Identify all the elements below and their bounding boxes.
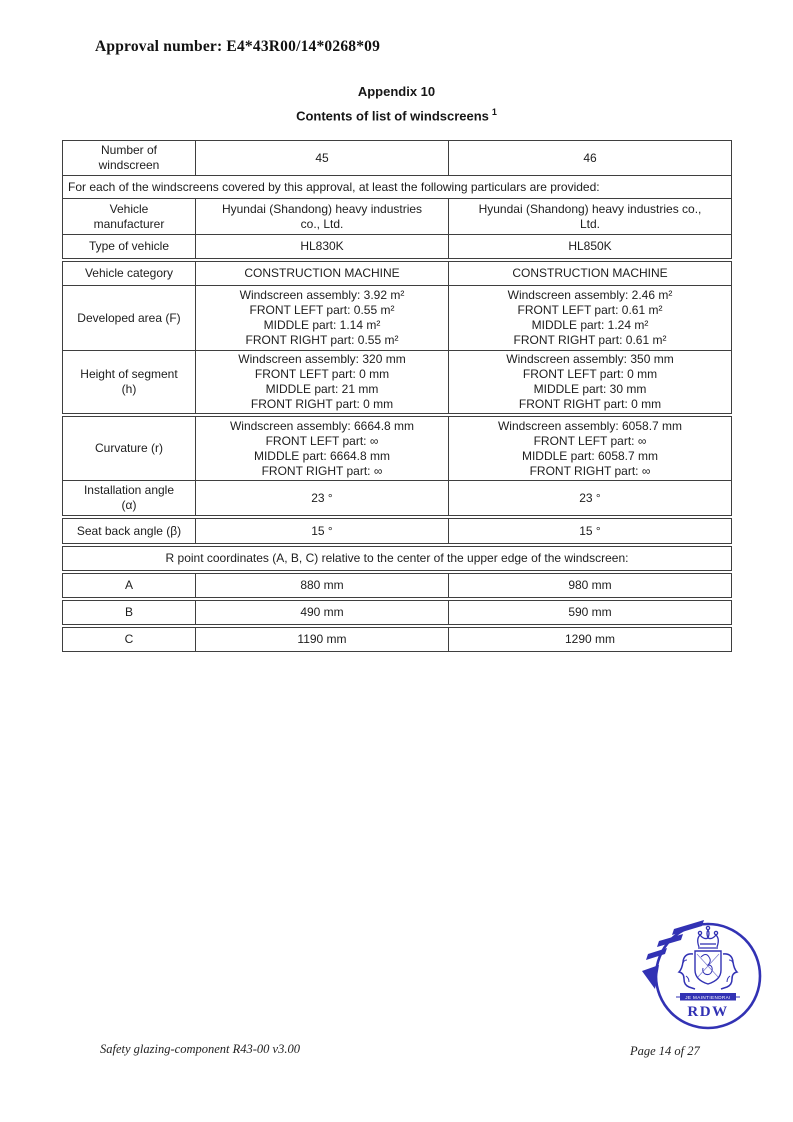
curvature-46-cell — [449, 417, 732, 481]
row-vehicle-category — [63, 262, 732, 286]
developed-area-45-cell — [196, 286, 449, 351]
page-title-text: Contents of list of windscreens — [296, 108, 489, 124]
value-line: FRONT LEFT part: 0 mm — [254, 367, 390, 381]
coord-b-45-cell: 490 mm — [196, 601, 449, 625]
coord-c-label: C — [63, 628, 196, 652]
developed-area-label: Developed area (F) — [63, 286, 196, 351]
table-section-seat-back — [62, 518, 732, 544]
label-line: Vehicle — [109, 201, 149, 216]
seat-back-angle-46-cell: 15 ° — [449, 519, 732, 544]
value-line: MIDDLE part: 1.14 m² — [263, 318, 381, 332]
category-45-cell: CONSTRUCTION MACHINE — [196, 262, 449, 286]
value-line: Windscreen assembly: 320 mm — [238, 352, 406, 366]
table-section-coord-b — [62, 600, 732, 625]
number-of-windscreen-label — [63, 141, 196, 176]
vehicle-category-label: Vehicle category — [63, 262, 196, 286]
value-line: MIDDLE part: 30 mm — [533, 382, 647, 396]
installation-angle-45-cell: 23 ° — [196, 481, 449, 516]
value-line: FRONT LEFT part: ∞ — [265, 433, 379, 448]
windscreen-45-header: 45 — [196, 141, 449, 176]
table-section-geometry — [62, 261, 732, 414]
coord-c-46-cell: 1290 mm — [449, 628, 732, 652]
value-line: FRONT LEFT part: 0.55 m² — [249, 303, 395, 317]
label-line: manufacturer — [93, 216, 165, 231]
row-installation-angle — [63, 481, 732, 516]
row-coord-a — [63, 574, 732, 598]
curvature-label: Curvature (r) — [63, 417, 196, 481]
value-line: Windscreen assembly: 2.46 m² — [507, 288, 673, 302]
type-of-vehicle-label: Type of vehicle — [63, 235, 196, 259]
page-number: Page 14 of 27 — [630, 1044, 700, 1058]
curvature-45-cell — [196, 417, 449, 481]
row-height-of-segment — [63, 351, 732, 414]
document-reference: Safety glazing-component R43-00 v3.00 — [100, 1042, 300, 1056]
appendix-heading: Appendix 10 — [357, 84, 436, 99]
row-intro-note — [63, 176, 732, 199]
value-line: Windscreen assembly: 350 mm — [506, 352, 674, 366]
row-coord-b — [63, 601, 732, 625]
type-45-cell: HL830K — [196, 235, 449, 259]
value-line: FRONT RIGHT part: 0 mm — [518, 397, 662, 411]
approval-number: Approval number: E4*43R00/14*0268*09 — [95, 38, 381, 55]
coord-a-46-cell: 980 mm — [449, 574, 732, 598]
table-section-rpoint-note — [62, 546, 732, 571]
label-line: Installation angle — [83, 483, 175, 497]
page-title — [0, 107, 793, 123]
coord-b-label: B — [63, 601, 196, 625]
row-type-of-vehicle — [63, 235, 732, 259]
label-line: windscreen — [98, 158, 160, 172]
value-line: FRONT RIGHT part: ∞ — [529, 463, 651, 478]
value-line: Ltd. — [579, 216, 600, 231]
coord-c-45-cell: 1190 mm — [196, 628, 449, 652]
label-line: Number of — [100, 143, 158, 157]
coat-of-arms-icon — [679, 951, 737, 989]
table-section-identification — [62, 140, 732, 259]
value-line: MIDDLE part: 6664.8 mm — [253, 448, 391, 463]
value-line: Windscreen assembly: 6058.7 mm — [497, 418, 683, 433]
table-section-coord-a — [62, 573, 732, 598]
value-line: MIDDLE part: 6058.7 mm — [521, 448, 659, 463]
value-line: FRONT RIGHT part: 0.55 m² — [245, 333, 399, 347]
value-line: Windscreen assembly: 3.92 m² — [239, 288, 405, 302]
developed-area-46-cell — [449, 286, 732, 351]
label-line: Height of segment — [80, 367, 178, 381]
vehicle-manufacturer-label — [63, 199, 196, 235]
title-footnote-ref: 1 — [491, 107, 497, 117]
row-rpoint-note — [63, 547, 732, 571]
value-line: MIDDLE part: 1.24 m² — [531, 318, 649, 332]
height-46-cell — [449, 351, 732, 414]
manufacturer-46-cell — [449, 199, 732, 235]
value-line: FRONT LEFT part: 0 mm — [522, 367, 658, 381]
value-line: MIDDLE part: 21 mm — [265, 382, 379, 396]
row-number-of-windscreen — [63, 141, 732, 176]
height-of-segment-label — [63, 351, 196, 414]
value-line: FRONT RIGHT part: 0.61 m² — [513, 333, 667, 347]
row-coord-c — [63, 628, 732, 652]
row-developed-area — [63, 286, 732, 351]
row-seat-back-angle — [63, 519, 732, 544]
windscreen-table — [62, 140, 731, 654]
value-line: FRONT RIGHT part: 0 mm — [250, 397, 394, 411]
category-46-cell: CONSTRUCTION MACHINE — [449, 262, 732, 286]
motto-text: JE MAINTIENDRAI — [685, 994, 731, 1000]
height-45-cell — [196, 351, 449, 414]
value-line: Windscreen assembly: 6664.8 mm — [229, 418, 415, 433]
crown-icon — [698, 926, 719, 948]
type-46-cell: HL850K — [449, 235, 732, 259]
row-vehicle-manufacturer — [63, 199, 732, 235]
manufacturer-45-cell — [196, 199, 449, 235]
table-section-curvature — [62, 416, 732, 516]
installation-angle-label — [63, 481, 196, 516]
rpoint-note: R point coordinates (A, B, C) relative to the center of the upper edge of the windscreen: — [63, 547, 732, 571]
rdw-stamp-logo — [638, 918, 770, 1036]
coord-b-46-cell: 590 mm — [449, 601, 732, 625]
windscreen-46-header: 46 — [449, 141, 732, 176]
coord-a-label: A — [63, 574, 196, 598]
label-line: (α) — [121, 498, 137, 512]
seat-back-angle-label: Seat back angle (β) — [63, 519, 196, 544]
row-curvature — [63, 417, 732, 481]
value-line: FRONT LEFT part: 0.61 m² — [517, 303, 663, 317]
value-line: FRONT RIGHT part: ∞ — [261, 463, 383, 478]
value-line: Hyundai (Shandong) heavy industries co., — [478, 201, 702, 216]
seat-back-angle-45-cell: 15 ° — [196, 519, 449, 544]
rdw-text: RDW — [687, 1004, 729, 1020]
value-line: Hyundai (Shandong) heavy industries — [221, 201, 423, 216]
installation-angle-46-cell: 23 ° — [449, 481, 732, 516]
table-section-coord-c — [62, 627, 732, 652]
motto-banner — [676, 993, 740, 1001]
value-line: co., Ltd. — [300, 216, 344, 231]
intro-note: For each of the windscreens covered by this approval, at least the following particulars are provided: — [63, 176, 732, 199]
value-line: FRONT LEFT part: ∞ — [533, 433, 647, 448]
coord-a-45-cell: 880 mm — [196, 574, 449, 598]
label-line: (h) — [121, 382, 137, 396]
